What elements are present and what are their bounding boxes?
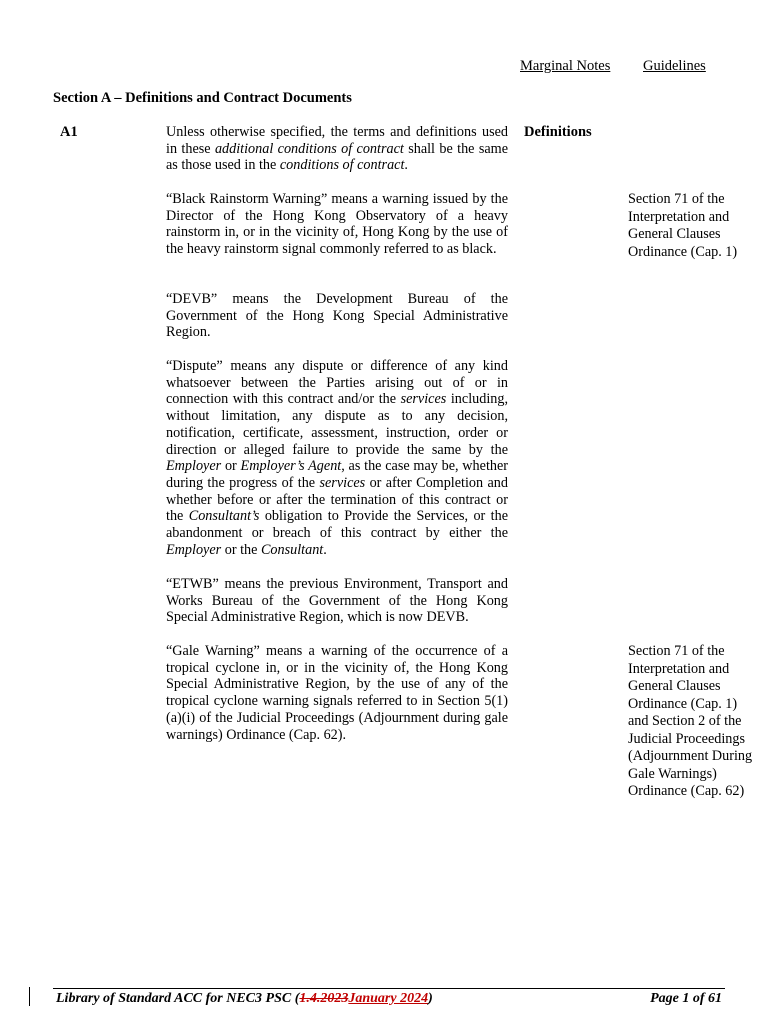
guideline-gale-warning: Section 71 of the Interpretation and General Clauses Ordinance (Cap. 1) and Section 2 of the Judicial Proceedings (Adjournment During Gale Warnings) Ordinance (Cap. 62) [628,643,753,799]
footer-inserted-date: January 2024 [348,991,429,1006]
clause-number: A1 [60,124,78,140]
definition-black-rainstorm-warning: “Black Rainstorm Warning” means a warning issued by the Director of the Hong Kong Observatory of a heavy rainstorm in, or in the vicinity of, Hong Kong by the use of the heavy rainstorm signal commonly referred to as black. [166,191,508,258]
marginal-note-definitions: Definitions [524,124,592,140]
guideline-black-rainstorm: Section 71 of the Interpretation and General Clauses Ordinance (Cap. 1) [628,191,738,260]
definition-etwb: “ETWB” means the previous Environment, Transport and Works Bureau of the Government of the Hong Kong Special Administrative Region, which is now DEVB. [166,576,508,626]
definition-dispute: “Dispute” means any dispute or difference of any kind whatsoever between the Parties arising out of or in connection with this contract and/or the services including, without limitation, any dispute as to any decision, notification, certificate, assessment, instruction, order or direction or alleged failure to provide the same by the Employer or Employer’s Agent, as the case may be, whether during the progress of the services or after Completion and whether before or after the termination of this contract or the Consultant’s obligation to Provide the Services, or the abandonment or breach of this contract by either the Employer or the Consultant. [166,358,508,558]
definition-gale-warning: “Gale Warning” means a warning of the occurrence of a tropical cyclone in, or in the vicinity of, the Hong Kong Special Administrative Region, by the use of any of the tropical cyclone warning signals referred to in Section 5(1)(a)(i) of the Judicial Proceedings (Adjournment during gale warnings) Ordinance (Cap. 62). [166,643,508,743]
section-title: Section A – Definitions and Contract Documents [53,90,352,106]
footer-rule [53,988,725,989]
footer-page-number: Page 1 of 61 [650,991,722,1006]
definition-devb: “DEVB” means the Development Bureau of the Government of the Hong Kong Special Administrative Region. [166,291,508,341]
marginal-notes-heading: Marginal Notes [520,58,611,74]
guidelines-heading: Guidelines [643,58,706,74]
footer-document-title: Library of Standard ACC for NEC3 PSC (1.4.2023January 2024) [56,991,433,1006]
paragraph-intro: Unless otherwise specified, the terms and definitions used in these additional conditions of contract shall be the same as those used in the conditions of contract. [166,124,508,174]
revision-bar [29,987,30,1006]
footer-deleted-date: 1.4.2023 [299,991,349,1006]
